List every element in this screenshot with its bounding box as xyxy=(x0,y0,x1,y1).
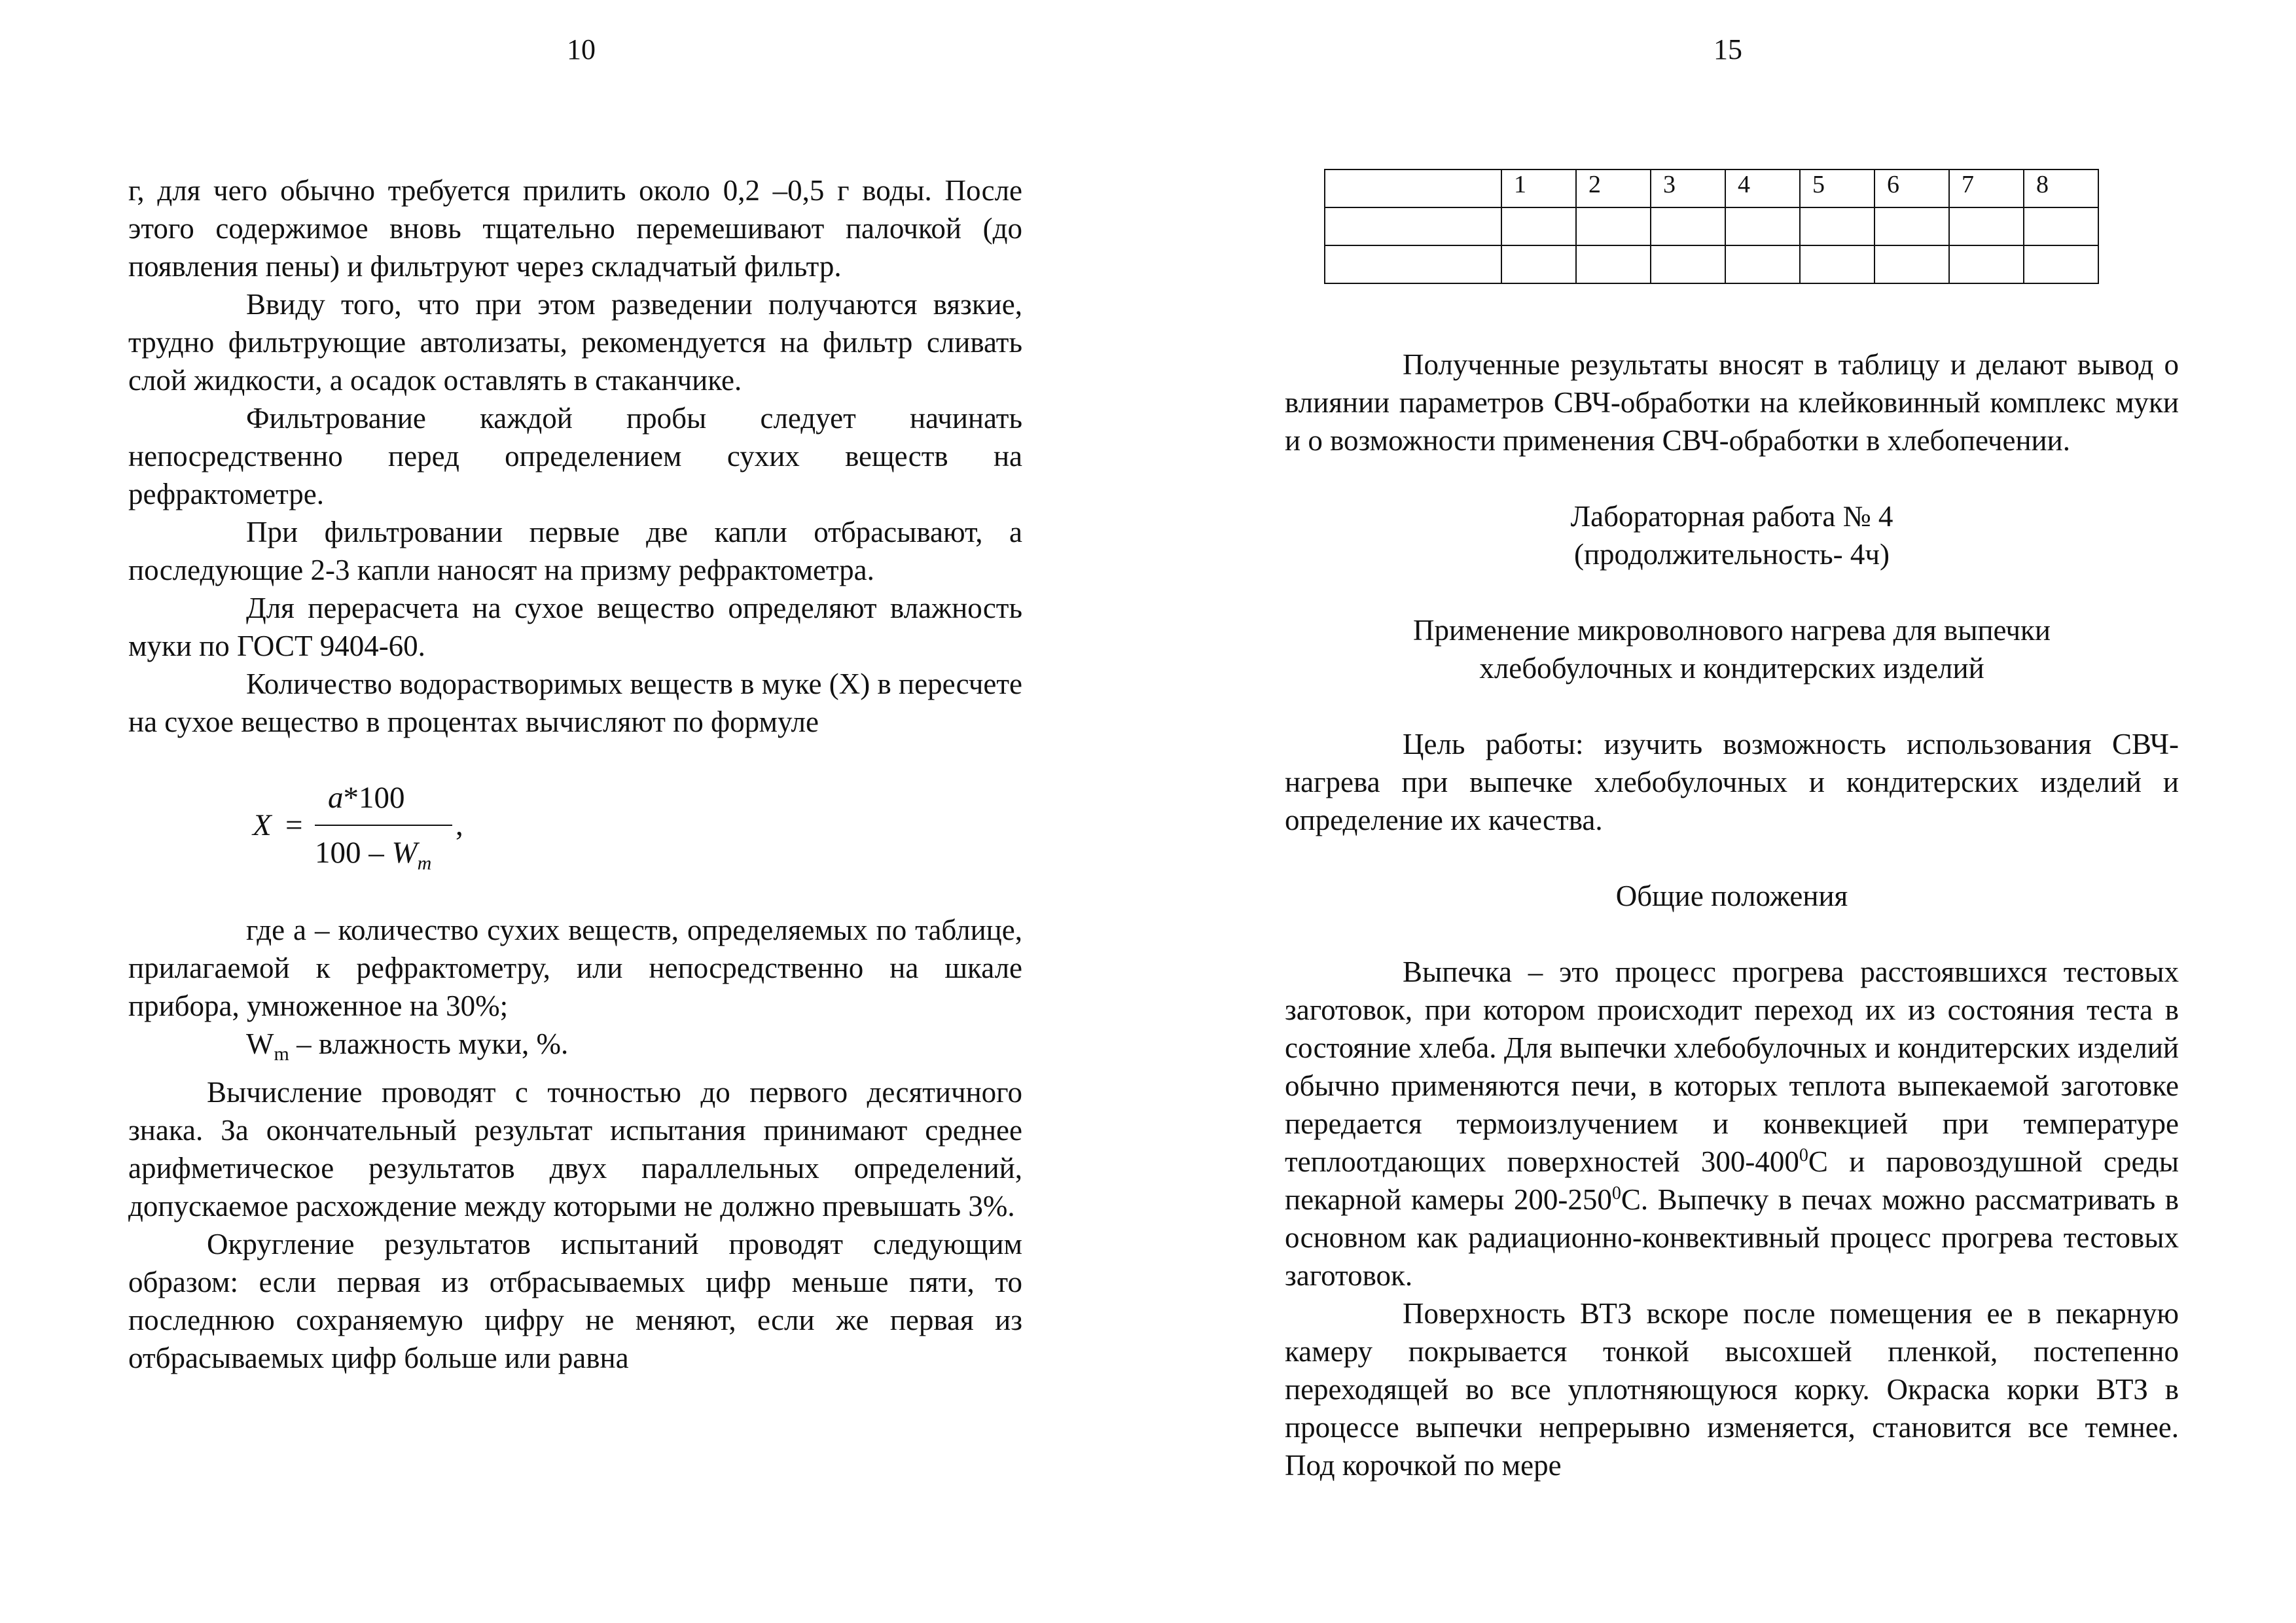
table-cell xyxy=(1501,207,1576,245)
paragraph: г, для чего обычно требуется прилить около 0,2 –0,5 г воды. После этого содержимое вновь тщательно перемешивают палочкой (до появления пены) и фильтруют через складчатый фильтр. xyxy=(128,174,1022,283)
table-cell: 8 xyxy=(2024,169,2098,207)
paragraph: где а – количество сухих веществ, определяемых по таблице, прилагаемой к рефрактометру, или непосредственно на шкале прибора, умноженное на 30%; xyxy=(128,914,1022,1022)
table-cell xyxy=(1325,169,1501,207)
formula-equals: = xyxy=(285,808,303,842)
page-body xyxy=(1285,346,2179,1484)
table-cell xyxy=(1949,207,2024,245)
formula-denominator: $100 - W_m$ xyxy=(315,836,432,874)
table-header-row xyxy=(1325,169,2098,207)
table-cell: 4 xyxy=(1725,169,1800,207)
table-cell: 6 xyxy=(1874,169,1949,207)
paragraph: Вычисление проводят с точностью до первого десятичного знака. За окончательный результат испытания принимают среднее арифметическое результатов двух параллельных определений, допускаемое расхождение между которыми не должно превышать 3%. xyxy=(128,1076,1022,1222)
table-cell: 5 xyxy=(1800,169,1874,207)
page-number: 10 xyxy=(567,33,596,65)
table-cell xyxy=(1874,207,1949,245)
topic-title: Применение микроволнового нагрева для выпечки xyxy=(1413,614,2051,647)
topic-title: хлебобулочных и кондитерских изделий xyxy=(1479,652,1984,685)
table-cell xyxy=(1651,207,1725,245)
table-cell: 2 xyxy=(1576,169,1651,207)
formula xyxy=(128,741,1022,911)
table-cell: 7 xyxy=(1949,169,2024,207)
table-cell xyxy=(1576,245,1651,283)
table-cell xyxy=(1725,245,1800,283)
paragraph: Выпечка – это процесс прогрева расстоявшихся тестовых заготовок, при котором происходит переход их из состояния теста в состояние хлеба. Для выпечки хлебобулочных и кондитерских изделий обычно применяются печи, в которых теплота выпекаемой заготовке передается термоизлучением и конвекцией при температуре теплоотдающих поверхностей $300-400^0С$ и паровоздушной среды пекарной камеры $200-250^0С$. Выпечку в печах можно рассматривать в основном как радиационно-конвективный процесс прогрева тестовых заготовок. xyxy=(1285,955,2179,1292)
fraction-bar xyxy=(315,825,452,826)
table-cell: 3 xyxy=(1651,169,1725,207)
section-heading: Общие положения xyxy=(1615,880,1848,912)
formula-numerator: a*100 xyxy=(328,781,405,815)
page-number: 15 xyxy=(1713,33,1742,65)
paragraph: Поверхность ВТЗ вскоре после помещения ее в пекарную камеру покрывается тонкой высохшей пленкой, постепенно переходящей во все уплотняющуюся корку. Окраска корки ВТЗ в процессе выпечки непрерывно изменяется, становится все темнее. Под корочкой по мере xyxy=(1285,1297,2179,1482)
paragraph: Полученные результаты вносят в таблицу и делают вывод о влиянии параметров СВЧ-обработки на клейковинный комплекс муки и о возможности применения СВЧ-обработки в хлебопечении. xyxy=(1285,348,2179,457)
table-cell xyxy=(2024,245,2098,283)
table-cell xyxy=(1501,245,1576,283)
paragraph: Для перерасчета на сухое вещество определяют влажность муки по ГОСТ 9404-60. xyxy=(128,592,1022,662)
paragraph: $W_m$ – влажность муки, %. xyxy=(246,1027,569,1065)
page-body xyxy=(128,171,1022,1377)
paragraph: Округление результатов испытаний проводят следующим образом: если первая из отбрасываемых цифр меньше пяти, то последнюю сохраняемую цифру не меняют, если же первая из отбрасываемых цифр больше или равна xyxy=(128,1228,1022,1374)
paragraph: Фильтрование каждой пробы следует начинать непосредственно перед определением сухих веществ на рефрактометре. xyxy=(128,402,1022,510)
lab-title: Лабораторная работа № 4 xyxy=(1570,500,1893,533)
table-cell xyxy=(2024,207,2098,245)
table-cell xyxy=(1651,245,1725,283)
table-cell xyxy=(1800,245,1874,283)
table-cell xyxy=(1325,245,1501,283)
results-table xyxy=(1324,169,2099,284)
table-row xyxy=(1325,245,2098,283)
table-cell xyxy=(1325,207,1501,245)
paragraph: При фильтровании первые две капли отбрасывают, а последующие 2-3 капли наносят на призму рефрактометра. xyxy=(128,516,1022,586)
table-row xyxy=(1325,207,2098,245)
table-cell xyxy=(1949,245,2024,283)
formula-comma: , xyxy=(456,808,463,842)
goal-paragraph: Цель работы: изучить возможность использования СВЧ-нагрева при выпечке хлебобулочных и кондитерских изделий и определение их качества. xyxy=(1285,728,2179,836)
table-cell: 1 xyxy=(1501,169,1576,207)
table-cell xyxy=(1576,207,1651,245)
table-cell xyxy=(1725,207,1800,245)
table-cell xyxy=(1874,245,1949,283)
right-page xyxy=(1285,0,2179,1623)
table-cell xyxy=(1800,207,1874,245)
formula-lhs: X xyxy=(253,808,272,842)
left-page xyxy=(128,0,1022,1623)
lab-duration: (продолжительность- 4ч) xyxy=(1573,538,1890,571)
paragraph: Количество водорастворимых веществ в муке (Х) в пересчете на сухое вещество в процентах вычисляют по формуле xyxy=(128,668,1022,738)
paragraph: Ввиду того, что при этом разведении получаются вязкие, трудно фильтрующие автолизаты, рекомендуется на фильтр сливать слой жидкости, а осадок оставлять в стаканчике. xyxy=(128,288,1022,397)
